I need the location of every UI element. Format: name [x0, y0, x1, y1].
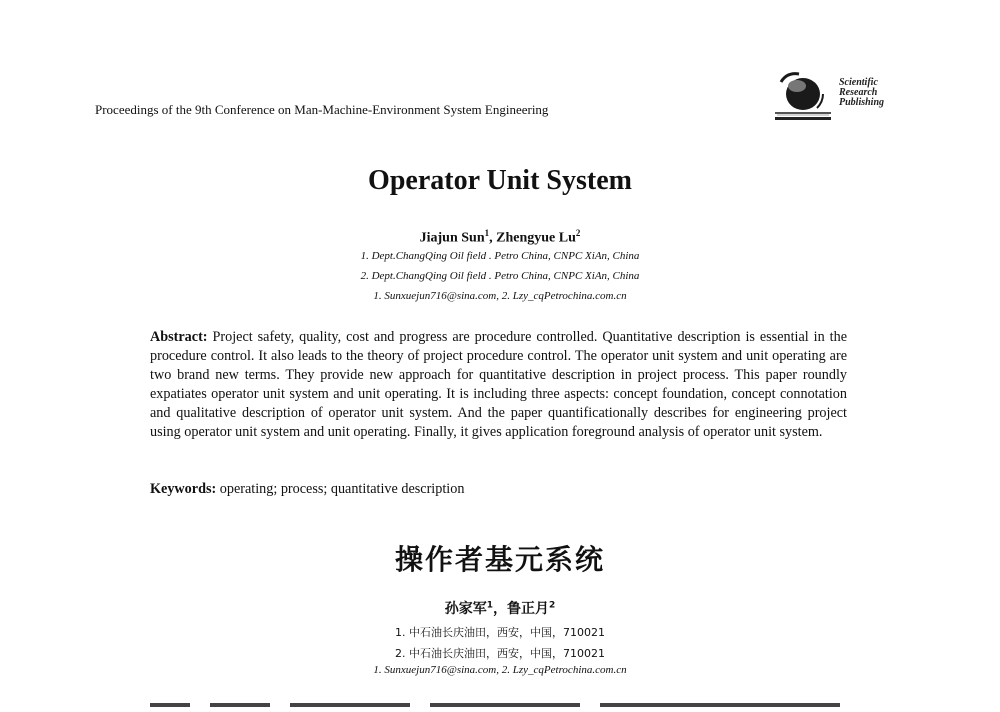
affiliation-2-cn: 2. 中石油长庆油田，西安，中国，710021	[395, 647, 605, 660]
author-separator: ,	[489, 230, 497, 246]
abstract	[150, 328, 847, 442]
author-2-mark-cn: 2	[549, 600, 556, 611]
affiliation-2: 2. Dept.ChangQing Oil field . Petro China, CNPC XiAn, China	[360, 270, 640, 282]
author-line	[0, 228, 1000, 247]
publisher-logo-icon	[773, 68, 833, 124]
author-1-mark: 1	[484, 228, 490, 238]
publisher-line-3: Publishing	[839, 97, 885, 108]
abstract-label: Abstract:	[150, 329, 208, 345]
publisher-badge	[773, 68, 923, 124]
publisher-line-1: Scientific	[839, 77, 878, 88]
author-2: Zhengyue Lu	[496, 230, 576, 246]
author-1: Jiajun Sun	[419, 230, 485, 246]
abstract-text: Project safety, quality, cost and progress are procedure controlled. Quantitative description is essential in the procedure control. It also leads to the theory of project procedure control. The operator unit system and unit operating are two brand new terms. They provide new approach for quantitative description in project process. This paper roundly expatiates operator unit system and unit operating. It is including three aspects: concept foundation, concept connotation and qualitative description of operator unit system. And the paper quantificationally describes for engineering project using operator unit system and unit operating. Finally, it gives application foreground analysis of operator unit system.	[150, 329, 848, 440]
keywords	[150, 481, 464, 498]
paper-title: Operator Unit System	[368, 165, 632, 196]
author-1-cn: 孙家军	[444, 601, 487, 617]
affiliation-1-cn: 1. 中石油长庆油田，西安，中国，710021	[395, 626, 605, 639]
author-2-mark: 2	[575, 228, 581, 238]
publisher-name	[839, 78, 884, 108]
author-separator-cn: ，	[493, 601, 507, 617]
conference-header: Proceedings of the 9th Conference on Man-Machine-Environment System Engineering	[95, 102, 549, 117]
keywords-label: Keywords:	[150, 481, 217, 497]
keywords-text: operating; process; quantitative description	[219, 481, 465, 497]
affiliation-1: 1. Dept.ChangQing Oil field . Petro China, CNPC XiAn, China	[360, 250, 640, 262]
author-emails-cn: 1. Sunxuejun716@sina.com, 2. Lzy_cqPetrochina.com.cn	[373, 664, 627, 676]
author-line-cn	[0, 598, 1000, 618]
author-emails: 1. Sunxuejun716@sina.com, 2. Lzy_cqPetrochina.com.cn	[373, 290, 627, 302]
author-1-mark-cn: 1	[486, 600, 493, 611]
author-2-cn: 鲁正月	[507, 601, 549, 617]
publisher-line-2: Research	[839, 87, 878, 98]
truncated-text-line	[150, 700, 850, 712]
paper-title-cn: 操作者基元系统	[394, 543, 605, 576]
